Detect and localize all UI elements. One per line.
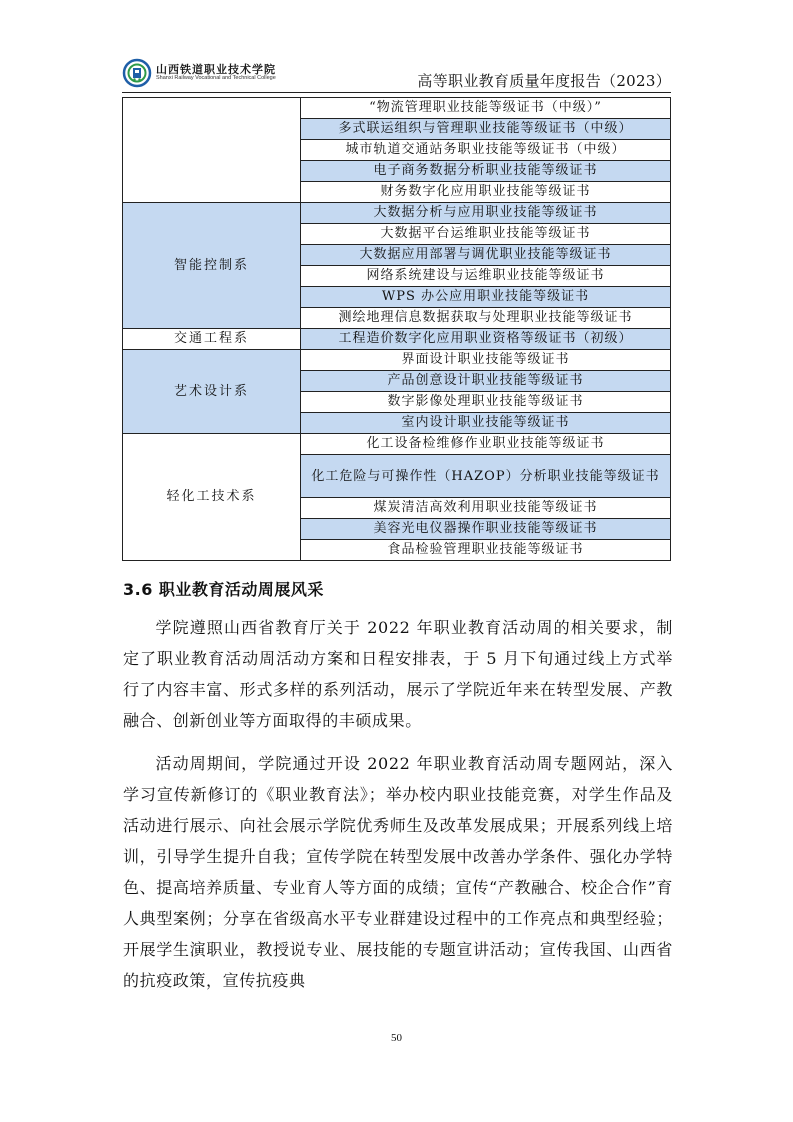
- paragraph-text: 活动周期间，学院通过开设 2022 年职业教育活动周专题网站，深入学习宣传新修订的《职业教育法》；举办校内职业技能竞赛，对学生作品及活动进行展示、向社会展示学院优秀师生及改革发展成果；开展系列线上培训，引导学生提升自我；宣传学院在转型发展中改善办学条件、强化办学特色、提高培养质量、专业育人等方面的成绩；宣传“产教融合、校企合作”育人典型案例；分享在省级高水平专业群建设过程中的工作亮点和典型经验；开展学生演职业，教授说专业、展技能的专题宣讲活动；宣传我国、山西省的抗疫政策，宣传抗疫典: [123, 754, 673, 990]
- table-row: [123, 434, 671, 455]
- table-row: [123, 203, 671, 224]
- department-cell: [123, 98, 301, 203]
- certificate-cell: 煤炭清洁高效利用职业技能等级证书: [301, 498, 671, 519]
- certificate-cell: 产品创意设计职业技能等级证书: [301, 371, 671, 392]
- paragraph-text: 学院遵照山西省教育厅关于 2022 年职业教育活动周的相关要求，制定了职业教育活动周活动方案和日程安排表，于 5 月下旬通过线上方式举行了内容丰富、形式多样的系列活动，展示了学院近年来在转型发展、产教融合、创新创业等方面取得的丰硕成果。: [123, 618, 673, 730]
- certificate-cell: 大数据分析与应用职业技能等级证书: [301, 203, 671, 224]
- department-cell: 交通工程系: [123, 329, 301, 350]
- certificate-cell: “物流管理职业技能等级证书（中级）”: [301, 98, 671, 119]
- certificate-cell: 数字影像处理职业技能等级证书: [301, 392, 671, 413]
- certificate-cell: 化工危险与可操作性（HAZOP）分析职业技能等级证书: [301, 455, 671, 498]
- table-row: [123, 350, 671, 371]
- certificate-cell: 室内设计职业技能等级证书: [301, 413, 671, 434]
- page-header: [122, 58, 671, 93]
- paragraph: [123, 612, 673, 736]
- department-cell: 轻化工技术系: [123, 434, 301, 561]
- certificate-cell: 财务数字化应用职业技能等级证书: [301, 182, 671, 203]
- certificate-cell: 大数据平台运维职业技能等级证书: [301, 224, 671, 245]
- certificate-cell: 界面设计职业技能等级证书: [301, 350, 671, 371]
- certificate-cell: 测绘地理信息数据获取与处理职业技能等级证书: [301, 308, 671, 329]
- certificate-cell: 多式联运组织与管理职业技能等级证书（中级）: [301, 119, 671, 140]
- certificate-cell: 工程造价数字化应用职业资格等级证书（初级）: [301, 329, 671, 350]
- certificate-cell: 食品检验管理职业技能等级证书: [301, 540, 671, 561]
- paragraph: [123, 748, 673, 996]
- college-name: 山西铁道职业技术学院: [156, 63, 276, 76]
- page-number: 50: [391, 1032, 402, 1044]
- college-name-english: Shanxi Railway Vocational and Technical College: [156, 75, 276, 81]
- certificate-cell: 网络系统建设与运维职业技能等级证书: [301, 266, 671, 287]
- certificate-cell: 大数据应用部署与调优职业技能等级证书: [301, 245, 671, 266]
- department-cell: 艺术设计系: [123, 350, 301, 434]
- certificate-cell: 城市轨道交通站务职业技能等级证书（中级）: [301, 140, 671, 161]
- certificate-cell: 电子商务数据分析职业技能等级证书: [301, 161, 671, 182]
- table-row: [123, 329, 671, 350]
- certificate-cell: 化工设备检维修作业职业技能等级证书: [301, 434, 671, 455]
- table-row: [123, 98, 671, 119]
- certificate-table: [122, 97, 671, 561]
- section-heading: 3.6 职业教育活动周展风采: [123, 580, 324, 599]
- report-title: 高等职业教育质量年度报告（2023）: [417, 72, 671, 90]
- department-cell: 智能控制系: [123, 203, 301, 329]
- certificate-cell: WPS 办公应用职业技能等级证书: [301, 287, 671, 308]
- certificate-cell: 美容光电仪器操作职业技能等级证书: [301, 519, 671, 540]
- college-logo-icon: [122, 58, 156, 88]
